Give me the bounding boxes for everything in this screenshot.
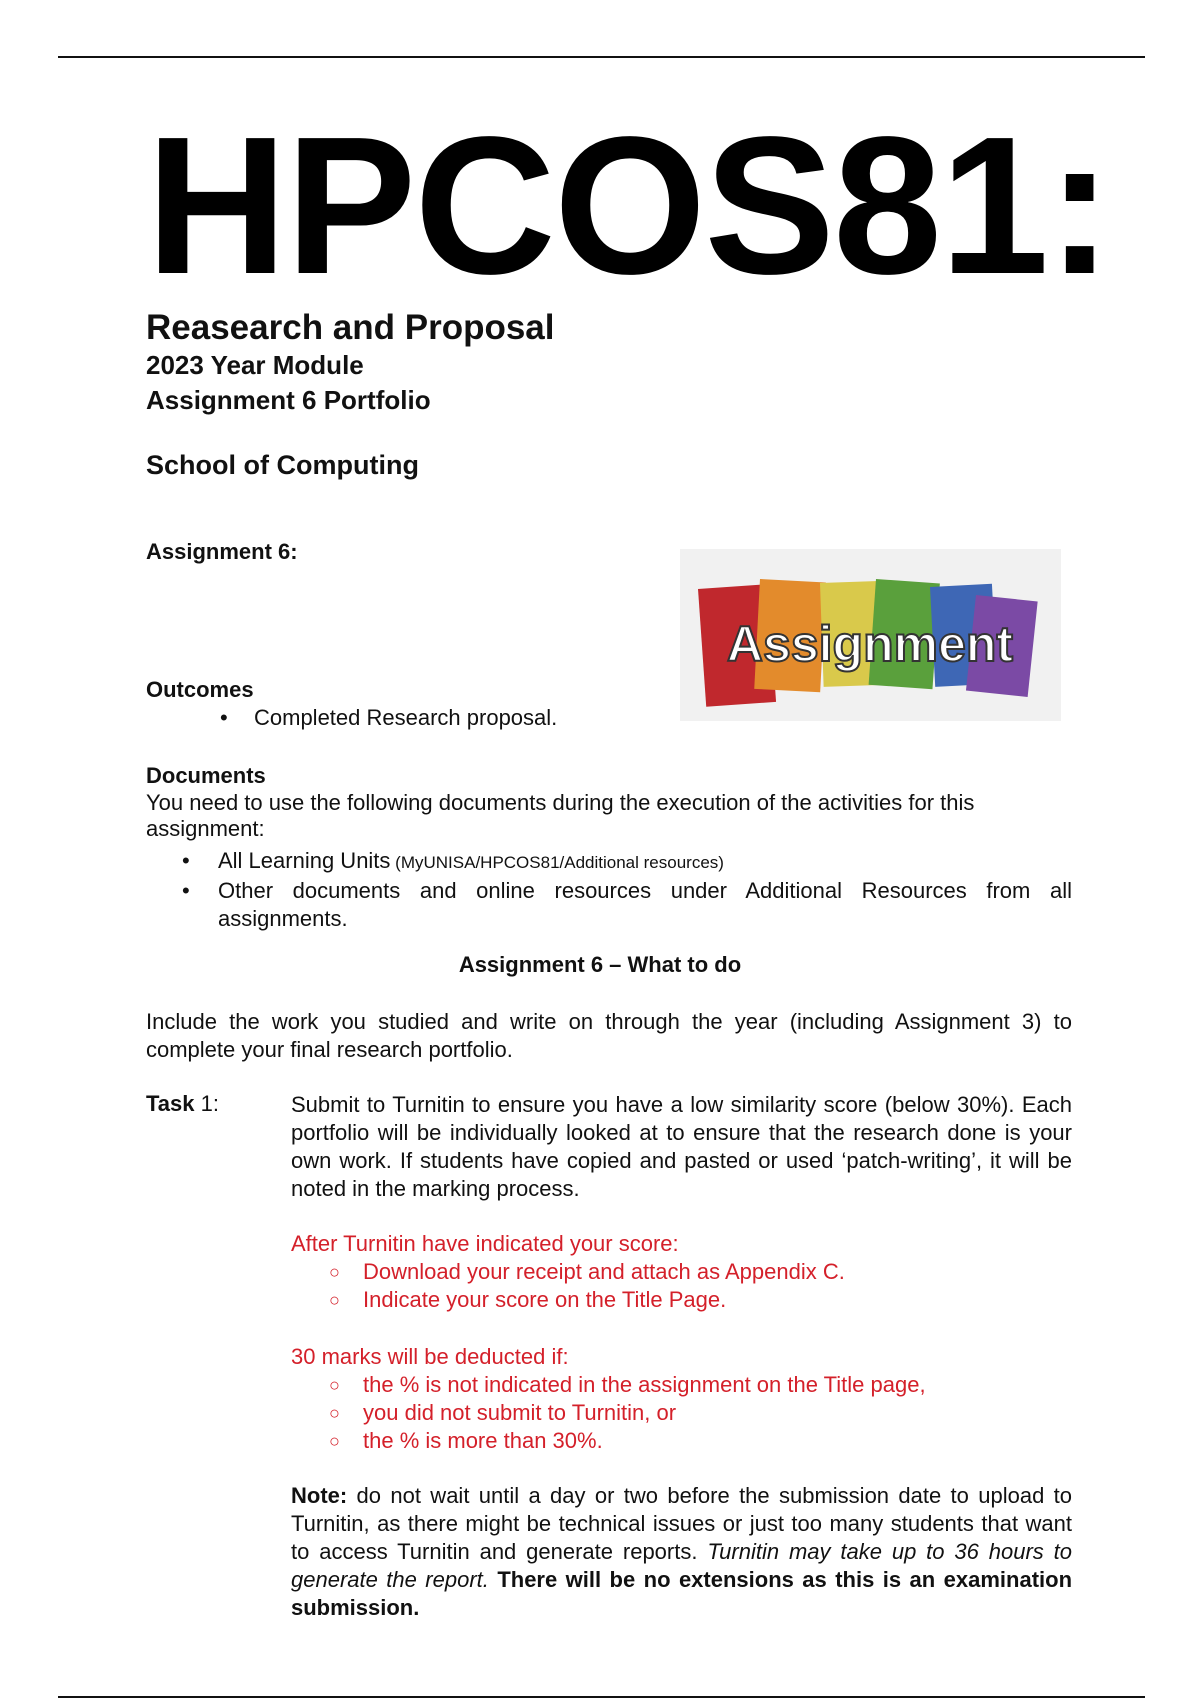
circle-bullet-icon: ○	[329, 1431, 340, 1451]
bullet-icon: •	[220, 705, 228, 730]
list-item: • Completed Research proposal.	[220, 705, 558, 730]
year-module: 2023 Year Module	[146, 350, 364, 380]
assignment-graphic-icon	[680, 549, 1061, 721]
circle-bullet-icon: ○	[329, 1262, 340, 1282]
circle-bullet-icon: ○	[329, 1290, 340, 1310]
assignment-graphic-text: Assignment	[726, 616, 1014, 672]
list-item: ○ Download your receipt and attach as Appendix C.	[329, 1259, 845, 1284]
bullet-icon: •	[182, 848, 190, 873]
intro-paragraph: Include the work you studied and write on through the year (including Assignment 3) to complete your final research portfolio.	[146, 1009, 1072, 1062]
list-item: • Other documents and online resources under Additional Resources from all assignments.	[182, 878, 1072, 931]
list-item: ○ Indicate your score on the Title Page.	[329, 1287, 727, 1312]
documents-intro: You need to use the following documents during the execution of the activities for this assignment:	[146, 790, 975, 841]
assignment-banner-image	[680, 549, 1061, 721]
page-title: Reasearch and Proposal	[146, 308, 555, 347]
what-to-do-heading: Assignment 6 – What to do	[458, 952, 742, 977]
documents-list	[182, 847, 1072, 933]
list-item: ○ the % is more than 30%.	[329, 1428, 603, 1453]
assignment-portfolio: Assignment 6 Portfolio	[146, 385, 431, 415]
turnitin-instructions	[291, 1230, 1072, 1314]
circle-bullet-icon: ○	[329, 1403, 340, 1423]
task-body: Submit to Turnitin to ensure you have a low similarity score (below 30%). Each portfolio will be individually looked at to ensure that the research done is your own work. If students have copied and pasted or used ‘patch-writing’, it will be noted in the marking process.	[291, 1092, 1072, 1201]
school-name: School of Computing	[146, 450, 419, 480]
bullet-icon: •	[182, 878, 190, 903]
note-paragraph: Note: do not wait until a day or two before the submission date to upload to Turnitin, as there might be technical issues or just too many students that want to access Turnitin and generate reports. Turnitin may take up to 36 hours to generate the report. There will be no extensions as this is an examination submission.	[291, 1483, 1073, 1620]
deduction-list	[291, 1371, 1072, 1455]
bottom-rule	[58, 1696, 1145, 1698]
top-rule	[58, 56, 1145, 58]
task-label: Task 1:	[146, 1091, 219, 1116]
outcomes-list	[220, 705, 557, 731]
turnitin-list	[291, 1258, 1072, 1314]
list-item: ○ the % is not indicated in the assignment on the Title page,	[329, 1372, 926, 1397]
outcomes-heading: Outcomes	[146, 677, 254, 702]
turnitin-heading: After Turnitin have indicated your score:	[291, 1231, 679, 1256]
circle-bullet-icon: ○	[329, 1375, 340, 1395]
list-item: • All Learning Units (MyUNISA/HPCOS81/Additional resources)	[182, 848, 724, 873]
list-item: ○ you did not submit to Turnitin, or	[329, 1400, 677, 1425]
assignment-label: Assignment 6:	[146, 539, 298, 564]
deduction-heading: 30 marks will be deducted if:	[291, 1344, 569, 1369]
documents-heading: Documents	[146, 763, 266, 788]
deduction-rules	[291, 1343, 1072, 1455]
course-code: HPCOS81:	[146, 96, 1111, 315]
